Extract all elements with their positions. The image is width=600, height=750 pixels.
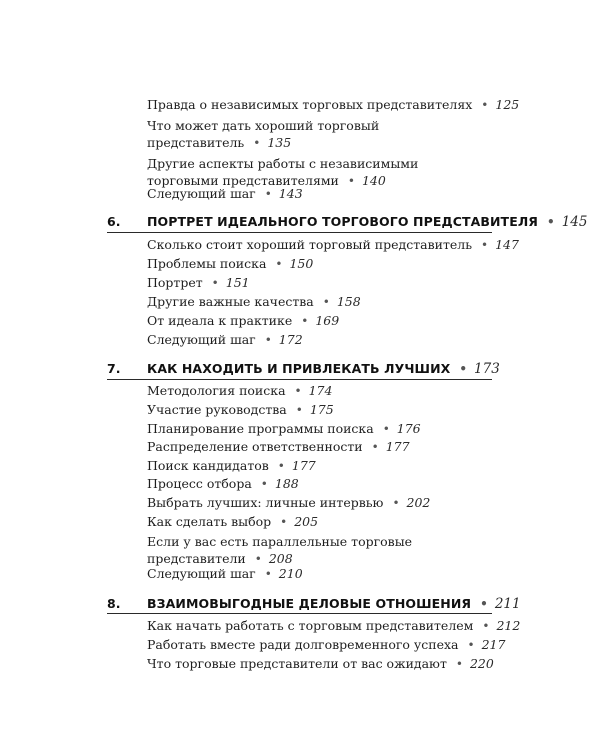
page-number: 188 [274, 476, 299, 491]
toc-entry[interactable] [147, 255, 477, 273]
leader-dot: • [254, 552, 262, 566]
entry-title: Правда о независимых торговых представителях [147, 97, 473, 112]
leader-dot: • [482, 619, 490, 633]
page-number: 151 [225, 275, 250, 290]
page-number: 211 [494, 596, 521, 612]
toc-entry[interactable] [147, 382, 477, 400]
leader-dot: • [382, 422, 390, 436]
toc-entry[interactable] [147, 331, 477, 349]
chapter-heading[interactable] [107, 213, 588, 231]
entry-title: Проблемы поиска [147, 256, 267, 271]
entry-title: Методология поиска [147, 383, 286, 398]
leader-dot: • [347, 174, 355, 188]
entry-title: Что торговые представители от вас ожидают [147, 656, 447, 671]
entry-title: Работать вместе ради долговременного успеха [147, 637, 459, 652]
chapter-divider [107, 379, 492, 380]
entry-title: Сколько стоит хороший торговый представитель [147, 237, 473, 252]
page-number: 172 [278, 332, 303, 347]
leader-dot: • [481, 98, 489, 112]
entry-title: Как сделать выбор [147, 514, 272, 529]
leader-dot: • [260, 477, 268, 491]
toc-entry[interactable] [147, 96, 520, 114]
leader-dot: • [371, 440, 379, 454]
page-number: 210 [278, 566, 303, 581]
page-number: 175 [309, 402, 334, 417]
leader-dot: • [295, 403, 303, 417]
entry-title-continued: торговыми представителями [147, 173, 339, 188]
toc-entry[interactable] [147, 457, 477, 475]
page-number: 174 [308, 383, 333, 398]
entry-title: Другие аспекты работы с независимыми [147, 156, 419, 171]
toc-entry[interactable] [147, 274, 477, 292]
page-number: 205 [294, 514, 319, 529]
entry-title-continued: представитель [147, 135, 245, 150]
leader-dot: • [253, 136, 261, 150]
toc-entry[interactable] [147, 494, 477, 512]
leader-dot: • [301, 314, 309, 328]
leader-dot: • [459, 362, 468, 376]
toc-entry[interactable] [147, 636, 506, 654]
chapter-heading[interactable] [107, 595, 521, 613]
entry-title: Поиск кандидатов [147, 458, 269, 473]
leader-dot: • [294, 384, 302, 398]
chapter-number: 6. [107, 214, 121, 229]
page-number: 217 [481, 637, 506, 652]
entry-title: Участие руководства [147, 402, 287, 417]
page-number: 125 [495, 97, 520, 112]
toc-entry[interactable] [147, 565, 477, 583]
chapter-number: 8. [107, 596, 121, 611]
leader-dot: • [467, 638, 475, 652]
entry-title: Портрет [147, 275, 203, 290]
page-number: 135 [267, 135, 292, 150]
entry-title: Планирование программы поиска [147, 421, 374, 436]
page-number: 176 [396, 421, 421, 436]
page-number: 140 [361, 173, 386, 188]
entry-title: Другие важные качества [147, 294, 314, 309]
chapter-title: ВЗАИМОВЫГОДНЫЕ ДЕЛОВЫЕ ОТНОШЕНИЯ [147, 596, 472, 611]
toc-entry[interactable] [147, 533, 477, 568]
chapter-title: ПОРТРЕТ ИДЕАЛЬНОГО ТОРГОВОГО ПРЕДСТАВИТЕЛЯ [147, 214, 539, 229]
entry-title: Что может дать хороший торговый [147, 118, 380, 133]
leader-dot: • [275, 257, 283, 271]
page-number: 177 [385, 439, 410, 454]
leader-dot: • [211, 276, 219, 290]
page-number: 169 [315, 313, 340, 328]
page-number: 147 [495, 237, 519, 252]
entry-title: Следующий шаг [147, 186, 256, 201]
toc-entry[interactable] [147, 236, 519, 254]
toc-entry[interactable] [147, 293, 477, 311]
page-number: 173 [474, 361, 500, 377]
entry-title: Если у вас есть параллельные торговые [147, 534, 413, 549]
page-number: 212 [496, 618, 521, 633]
page-number: 208 [268, 551, 293, 566]
chapter-divider [107, 613, 492, 614]
toc-entry[interactable] [147, 117, 477, 152]
leader-dot: • [481, 238, 489, 252]
toc-entry[interactable] [147, 438, 477, 456]
leader-dot: • [264, 567, 272, 581]
toc-entry[interactable] [147, 185, 477, 203]
entry-title: Как начать работать с торговым представителем [147, 618, 474, 633]
entry-title: Процесс отбора [147, 476, 252, 491]
leader-dot: • [480, 597, 488, 611]
chapter-title: КАК НАХОДИТЬ И ПРИВЛЕКАТЬ ЛУЧШИХ [147, 361, 451, 376]
toc-entry[interactable] [147, 475, 477, 493]
leader-dot: • [264, 187, 272, 201]
toc-entry[interactable] [147, 312, 477, 330]
entry-title: Следующий шаг [147, 332, 256, 347]
chapter-heading[interactable] [107, 360, 500, 378]
leader-dot: • [392, 496, 400, 510]
page-number: 158 [336, 294, 361, 309]
leader-dot: • [280, 515, 288, 529]
entry-title: Распределение ответственности [147, 439, 363, 454]
leader-dot: • [322, 295, 330, 309]
entry-title-continued: представители [147, 551, 246, 566]
leader-dot: • [264, 333, 272, 347]
toc-entry[interactable] [147, 617, 521, 635]
page-number: 177 [291, 458, 316, 473]
toc-entry[interactable] [147, 655, 494, 673]
entry-title: От идеала к практике [147, 313, 293, 328]
toc-entry[interactable] [147, 420, 477, 438]
page-number: 202 [406, 495, 431, 510]
page-number: 220 [469, 656, 494, 671]
page-number: 145 [561, 214, 588, 230]
chapter-divider [107, 232, 492, 233]
page-number: 150 [289, 256, 314, 271]
toc-entry[interactable] [147, 401, 477, 419]
toc-entry[interactable] [147, 513, 477, 531]
entry-title: Выбрать лучших: личные интервью [147, 495, 384, 510]
chapter-number: 7. [107, 361, 121, 376]
leader-dot: • [277, 459, 285, 473]
leader-dot: • [455, 657, 463, 671]
page-number: 143 [278, 186, 303, 201]
entry-title: Следующий шаг [147, 566, 256, 581]
leader-dot: • [547, 215, 555, 229]
